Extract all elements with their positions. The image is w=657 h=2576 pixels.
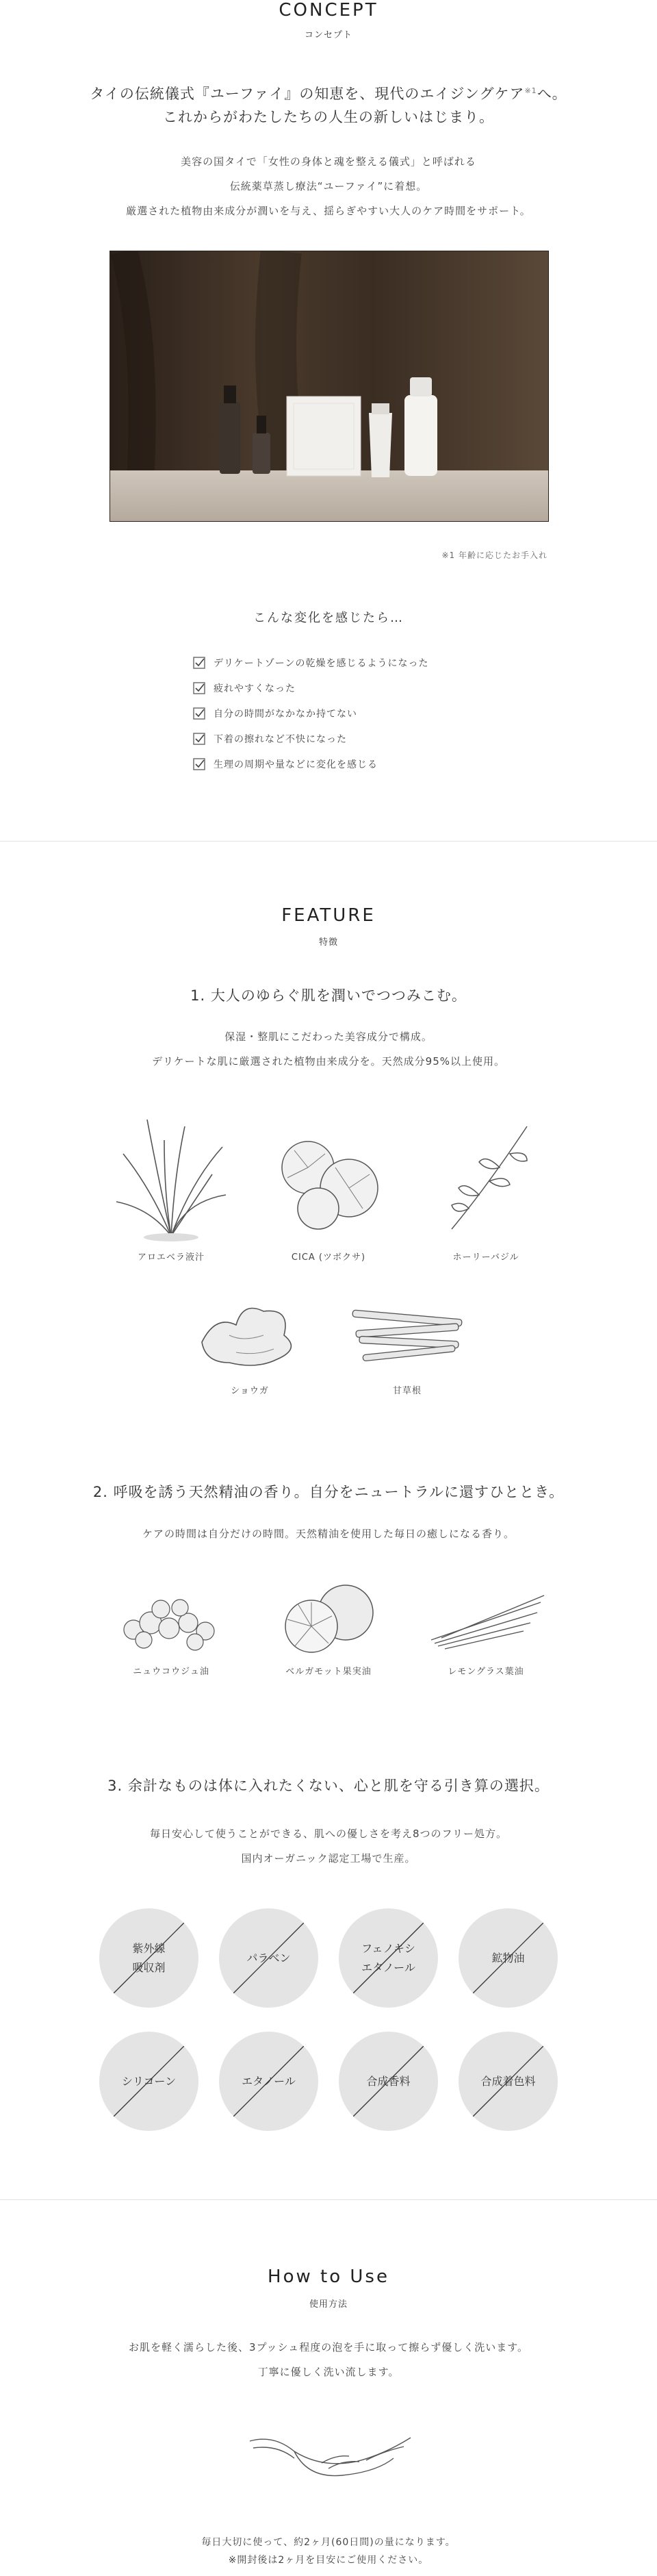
check-box-icon — [193, 733, 205, 745]
section-divider — [0, 2199, 657, 2200]
free-badge — [99, 2032, 198, 2131]
section-divider — [0, 841, 657, 842]
feature-point3-body — [0, 1821, 657, 1871]
ingredient-label: ベルガモット果実油 — [285, 1667, 372, 1677]
feature-point1-heading: 1. 大人のゆらぐ肌を潤いでつつみこむ。 — [190, 987, 467, 1004]
bergamot-icon — [263, 1575, 394, 1657]
concept-lead-sup: ※1 — [524, 86, 537, 95]
change-list — [193, 650, 494, 776]
free-badge — [219, 1908, 318, 2008]
free-formula-row-1 — [0, 1908, 657, 2008]
aloe-icon — [110, 1113, 233, 1243]
feature-point2-heading: 2. 呼吸を誘う天然精油の香り。自分をニュートラルに還すひととき。 — [92, 1484, 565, 1500]
ingredient-holy-basil — [407, 1113, 565, 1263]
free-badge-label: 合成着色料 — [480, 2074, 536, 2088]
free-badge — [99, 1908, 198, 2008]
concept-title: CONCEPT — [279, 0, 378, 21]
holy-basil-icon — [424, 1113, 548, 1243]
licorice-icon — [346, 1287, 469, 1376]
list-item — [193, 726, 494, 751]
howto-body-line: 丁寧に優しく洗い流します。 — [257, 2366, 400, 2378]
feature-body-line: ケアの時間は自分だけの時間。天然精油を使用した毎日の癒しになる香り。 — [142, 1528, 515, 1540]
ingredient-row-3 — [0, 1575, 657, 1677]
list-item — [193, 675, 494, 700]
ginger-icon — [188, 1287, 311, 1376]
lemongrass-icon — [421, 1575, 551, 1657]
howto-body-line: お肌を軽く濡らした後、3プッシュ程度の泡を手に取って擦らず優しく洗います。 — [129, 2341, 528, 2353]
feature-point1-body — [0, 1024, 657, 1074]
ingredient-label: ホーリーバジル — [452, 1252, 519, 1263]
concept-body-line: 厳選された植物由来成分が潤いを与え、揺らぎやすい大人のケア時間をサポート。 — [126, 205, 531, 217]
free-badge — [219, 2032, 318, 2131]
howto-body — [0, 2335, 657, 2384]
free-badge-label: シリコーン — [121, 2074, 177, 2088]
check-box-icon — [193, 758, 205, 770]
feature-subtitle: 特徴 — [318, 937, 338, 948]
free-badge — [339, 2032, 438, 2131]
concept-body-line: 伝統薬草蒸し療法“ユーファイ”に着想。 — [229, 180, 428, 192]
ingredient-ginger — [171, 1287, 328, 1396]
change-title: こんな変化を感じたら… — [253, 611, 404, 625]
free-badge-label: エタノール — [242, 2074, 296, 2088]
free-badge-label: パラベン — [246, 1951, 291, 1965]
concept-footnote: ※1 年齢に応じたお手入れ — [441, 551, 548, 560]
list-item — [193, 751, 494, 776]
ingredient-label: 甘草根 — [392, 1386, 422, 1396]
concept-lead-line1: タイの伝統儀式『ユーファイ』の知恵を、現代のエイジングケア — [90, 86, 525, 102]
free-badge — [339, 1908, 438, 2008]
ingredient-label: アロエベラ液汁 — [137, 1252, 205, 1263]
feature-body-line: 毎日安心して使うことができる、肌への優しさを考え8つのフリー処方。 — [150, 1828, 507, 1840]
list-item-text: 生理の周期や量などに変化を感じる — [214, 759, 378, 770]
ingredient-label: ショウガ — [231, 1386, 269, 1396]
ingredient-aloe — [92, 1113, 250, 1263]
howto-note-line: ※開封後は2ヶ月を目安にご使用ください。 — [228, 2555, 429, 2566]
free-badge-label: 紫外線 吸収剤 — [132, 1941, 166, 1974]
feature-title: FEATURE — [281, 905, 376, 926]
product-photo-illustration — [110, 251, 548, 521]
free-badge-label: 合成香料 — [366, 2074, 411, 2088]
feature-point3-heading: 3. 余計なものは体に入れたくない、心と肌を守る引き算の選択。 — [107, 1778, 550, 1794]
cica-icon — [267, 1113, 390, 1243]
hands-icon — [246, 2421, 424, 2489]
free-badge — [459, 1908, 558, 2008]
free-badge-label: 鉱物油 — [491, 1951, 525, 1965]
feature-body-line: デリケートな肌に厳選された植物由来成分を。天然成分95%以上使用。 — [151, 1055, 506, 1068]
feature-body-line: 国内オーガニック認定工場で生産。 — [241, 1852, 416, 1865]
concept-body — [0, 149, 657, 223]
ingredient-row-2 — [0, 1287, 657, 1396]
ingredient-label: ニュウコウジュ油 — [133, 1667, 209, 1677]
ingredient-frankincense — [92, 1575, 250, 1677]
howto-subtitle: 使用方法 — [309, 2299, 348, 2310]
ingredient-label: CICA (ツボクサ) — [291, 1252, 366, 1263]
howto-note — [0, 2534, 657, 2569]
free-badge — [459, 2032, 558, 2131]
concept-lead-line2: これからがわたしたちの人生の新しいはじまり。 — [163, 109, 494, 125]
hands-illustration — [246, 2421, 424, 2489]
ingredient-licorice — [328, 1287, 486, 1396]
feature-point2-body — [0, 1521, 657, 1546]
ingredient-label: レモングラス葉油 — [448, 1667, 524, 1677]
list-item-text: 下着の擦れなど不快になった — [214, 733, 347, 745]
feature-body-line: 保湿・整肌にこだわった美容成分で構成。 — [224, 1031, 433, 1043]
ingredient-lemongrass — [407, 1575, 565, 1677]
list-item — [193, 700, 494, 726]
list-item-text: デリケートゾーンの乾燥を感じるようになった — [214, 657, 429, 669]
free-badge-label: フェノキシ エタノール — [361, 1941, 415, 1974]
concept-lead-line1-end: へ。 — [537, 86, 567, 102]
ingredient-bergamot — [250, 1575, 407, 1677]
concept-body-line: 美容の国タイで「女性の身体と魂を整える儀式」と呼ばれる — [181, 155, 476, 168]
howto-note-line: 毎日大切に使って、約2ヶ月(60日間)の量になります。 — [201, 2537, 456, 2548]
frankincense-icon — [106, 1575, 236, 1657]
concept-lead — [0, 79, 657, 106]
ingredient-row-1 — [0, 1113, 657, 1263]
check-box-icon — [193, 682, 205, 694]
howto-title: How to Use — [268, 2266, 389, 2287]
product-photo — [110, 251, 549, 522]
free-formula-row-2 — [0, 2032, 657, 2131]
list-item-text: 疲れやすくなった — [214, 683, 296, 694]
ingredient-cica — [250, 1113, 407, 1263]
check-box-icon — [193, 707, 205, 720]
concept-subtitle: コンセプト — [304, 30, 352, 40]
check-box-icon — [193, 657, 205, 669]
list-item — [193, 650, 494, 675]
list-item-text: 自分の時間がなかなか持てない — [214, 708, 357, 720]
